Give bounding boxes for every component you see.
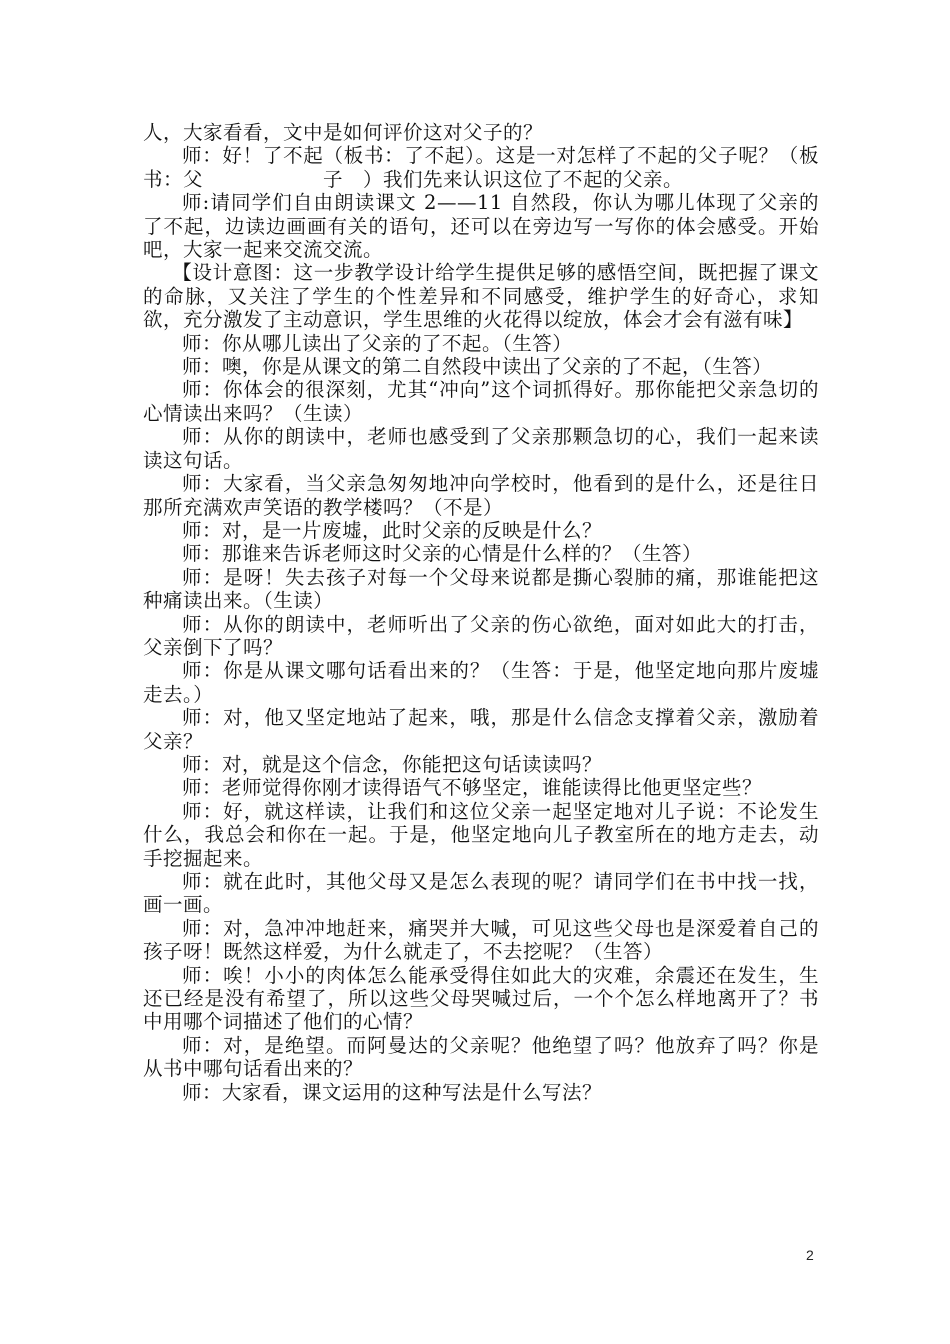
- paragraph: 师：大家看，当父亲急匆匆地冲向学校时，他看到的是什么，还是往日那所充满欢声笑语的教学楼吗？（不是）: [143, 472, 819, 519]
- paragraph: 师：对，是一片废墟，此时父亲的反映是什么？: [182, 518, 603, 542]
- paragraph: 师：就在此时，其他父母又是怎么表现的呢？请同学们在书中找一找，画一画。: [143, 870, 819, 917]
- document-body: [143, 121, 819, 1104]
- paragraph: 师：唉！小小的肉体怎么能承受得住如此大的灾难，余震还在发生，生还已经是没有希望了，所以这些父母哭喊过后，一个个怎么样地离开了？书中用哪个词描述了他们的心情？: [143, 963, 819, 1034]
- paragraph: 师：你体会的很深刻，尤其“冲向”这个词抓得好。那你能把父亲急切的心情读出来吗？（生读）: [143, 378, 819, 425]
- paragraph: 师：大家看，课文运用的这种写法是什么写法？: [182, 1080, 603, 1104]
- paragraph: 师：好！了不起（板书：了不起）。这是一对怎样了不起的父子呢？（板书：父 子 ）我们先来认识这位了不起的父亲。: [143, 144, 819, 191]
- paragraph: 师：对，他又坚定地站了起来，哦，那是什么信念支撑着父亲，激励着父亲？: [143, 706, 819, 753]
- paragraph: 师：你是从课文哪句话看出来的？（生答：于是，他坚定地向那片废墟走去。）: [143, 659, 819, 706]
- page-number: 2: [806, 1247, 814, 1263]
- paragraph: 师:请同学们自由朗读课文 2——11 自然段，你认为哪儿体现了父亲的了不起，边读边画画有关的语句，还可以在旁边写一写你的体会感受。开始吧，大家一起来交流交流。: [143, 191, 819, 262]
- paragraph: 人，大家看看，文中是如何评价这对父子的？: [143, 121, 544, 144]
- paragraph: 师：噢，你是从课文的第二自然段中读出了父亲的了不起，（生答）: [182, 355, 773, 379]
- paragraph: 师：是呀！失去孩子对每一个父母来说都是撕心裂肺的痛，那谁能把这种痛读出来。（生读）: [143, 565, 819, 613]
- paragraph: 师：你从哪儿读出了父亲的了不起。（生答）: [182, 331, 573, 355]
- paragraph: 师：对，是绝望。而阿曼达的父亲呢？他绝望了吗？他放弃了吗？你是从书中哪句话看出来的？: [143, 1033, 819, 1081]
- paragraph: 师：对，就是这个信念，你能把这句话读读吗？: [182, 752, 603, 776]
- paragraph: 师：从你的朗读中，老师也感受到了父亲那颗急切的心，我们一起来读读这句话。: [143, 425, 819, 472]
- design-intent-note: 【设计意图：这一步教学设计给学生提供足够的感悟空间，既把握了课文的命脉，又关注了学生的个性差异和不同感受，维护学生的好奇心，求知欲，充分激发了主动意识，学生思维的火花得以绽放，体会才会有滋有味】: [143, 261, 819, 332]
- paragraph: 师：老师觉得你刚才读得语气不够坚定，谁能读得比他更坚定些？: [182, 776, 763, 800]
- paragraph: 师：好，就这样读，让我们和这位父亲一起坚定地对儿子说：不论发生什么，我总会和你在一起。于是，他坚定地向儿子教室所在的地方走去，动手挖掘起来。: [143, 799, 819, 870]
- paragraph: 师：对，急冲冲地赶来，痛哭并大喊，可见这些父母也是深爱着自己的孩子呀！既然这样爱，为什么就走了，不去挖呢？（生答）: [143, 916, 819, 964]
- paragraph: 师：从你的朗读中，老师听出了父亲的伤心欲绝，面对如此大的打击，父亲倒下了吗？: [143, 612, 819, 659]
- paragraph: 师：那谁来告诉老师这时父亲的心情是什么样的？（生答）: [182, 542, 703, 566]
